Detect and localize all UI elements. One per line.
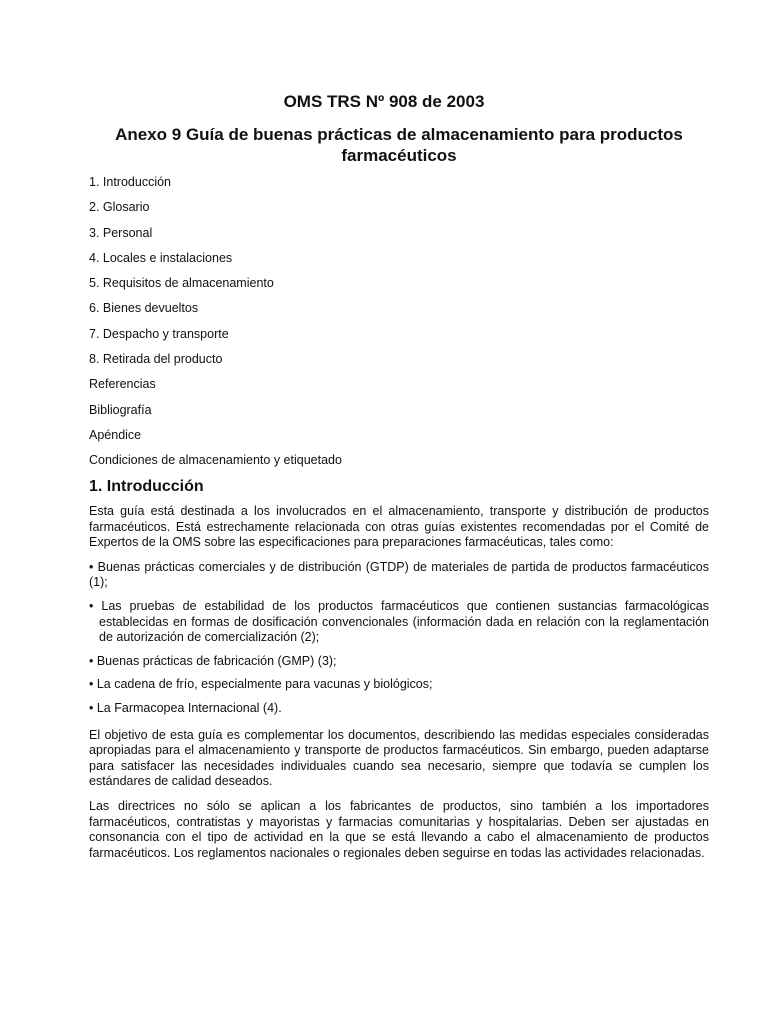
toc-item: Apéndice bbox=[89, 427, 142, 442]
objective-paragraph: El objetivo de esta guía es complementar los documentos, describiendo las medidas especiales consideradas apropiadas para el almacenamiento y transporte de productos farmacéuticos. Sin embargo, pueden adaptarse para satisfacer las necesidades individuales cuando sea necesario, siempre que todavía se cumplen los estándares de calidad deseados. bbox=[89, 727, 709, 789]
bullet-item: • La cadena de frío, especialmente para vacunas y biológicos; bbox=[89, 677, 433, 692]
toc-item: Condiciones de almacenamiento y etiquetado bbox=[89, 453, 342, 468]
toc-item: 5. Requisitos de almacenamiento bbox=[89, 276, 274, 291]
toc-item: Referencias bbox=[89, 377, 156, 392]
intro-paragraph: Esta guía está destinada a los involucrados en el almacenamiento, transporte y distribución de productos farmacéuticos. Está estrechamente relacionada con otras guías existentes recomendadas por el Comité de Expertos de la OMS sobre las especificaciones para preparaciones farmacéuticas, tales como: bbox=[89, 504, 709, 550]
bullet-item: • La Farmacopea Internacional (4). bbox=[89, 700, 282, 715]
toc-item: 3. Personal bbox=[89, 225, 153, 240]
section-heading: 1. Introducción bbox=[89, 478, 204, 495]
bullet-item: • Buenas prácticas de fabricación (GMP) (3); bbox=[89, 653, 337, 668]
toc-item: 6. Bienes devueltos bbox=[89, 301, 199, 316]
table-of-contents bbox=[89, 174, 342, 478]
toc-item: 2. Glosario bbox=[89, 200, 150, 215]
bullet-item: • Buenas prácticas comerciales y de distribución (GTDP) de materiales de partida de productos farmacéuticos (1); bbox=[89, 559, 709, 590]
document-title: OMS TRS Nº 908 de 2003 bbox=[283, 92, 485, 111]
toc-item: 1. Introducción bbox=[89, 175, 171, 189]
toc-item: 4. Locales e instalaciones bbox=[89, 250, 233, 265]
document-subtitle: Anexo 9 Guía de buenas prácticas de almacenamiento para productos farmacéuticos bbox=[115, 125, 683, 165]
toc-item: 7. Despacho y transporte bbox=[89, 326, 229, 341]
scope-paragraph: Las directrices no sólo se aplican a los fabricantes de productos, sino también a los importadores farmacéuticos, contratistas y mayoristas y farmacias comunitarias y hospitalarias. Deben ser ajustadas en consonancia con el tipo de actividad en la que se está llevando a cabo el almacenamiento de productos farmacéuticos. Los reglamentos nacionales o regionales deben seguirse en todas las actividades relacionadas. bbox=[89, 798, 709, 860]
bullet-item: • Las pruebas de estabilidad de los productos farmacéuticos que contienen sustancias farmacológicas establecidas en formas de dosificación convencionales (información dada en relación con la reglamentación de autorización de comercialización (2); bbox=[89, 598, 709, 645]
section-body bbox=[89, 504, 709, 861]
toc-item: 8. Retirada del producto bbox=[89, 352, 223, 367]
toc-item: Bibliografía bbox=[89, 402, 152, 417]
